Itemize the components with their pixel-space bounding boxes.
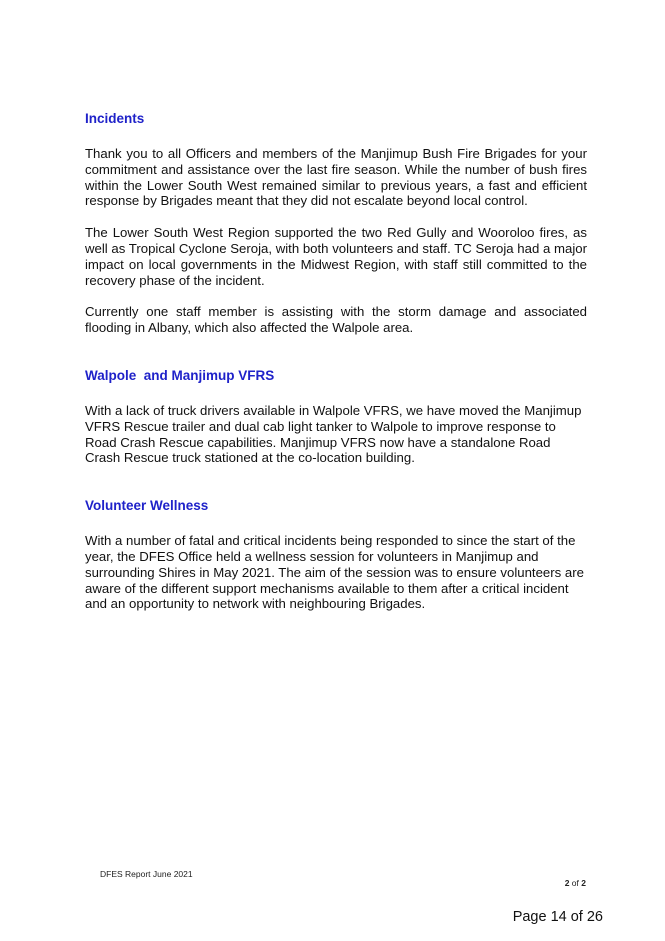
incidents-paragraph-2: The Lower South West Region supported the two Red Gully and Wooroloo fires, as well as Tropical Cyclone Seroja, with both volunteers and staff. TC Seroja had a major impact on local governments in the Midwest Region, with staff still committed to the recovery phase of the incident.: [85, 225, 587, 288]
inner-page-counter: [540, 878, 586, 888]
incidents-paragraph-3: Currently one staff member is assisting with the storm damage and associated flooding in Albany, which also affected the Walpole area.: [85, 304, 587, 336]
section-heading-volunteer-wellness: Volunteer Wellness: [85, 498, 209, 514]
inner-page-current: 2: [564, 878, 570, 888]
inner-page-of: of: [571, 878, 579, 888]
walpole-paragraph-1: With a lack of truck drivers available in Walpole VFRS, we have moved the Manjimup VFRS Rescue trailer and dual cab light tanker to Walpole to improve response to Road Crash Rescue capabilities. Manjimup VFRS now have a standalone Road Crash Rescue truck stationed at the co-location building.: [85, 402, 582, 466]
report-body: [85, 111, 587, 612]
section-heading-walpole-manjimup: Walpole and Manjimup VFRS: [85, 367, 275, 383]
inner-page-total: 2: [581, 878, 586, 888]
report-footer-label: DFES Report June 2021: [100, 869, 193, 879]
incidents-paragraph-1: Thank you to all Officers and members of the Manjimup Bush Fire Brigades for your commitment and assistance over the last fire season. While the number of bush fires within the Lower South West remained similar to previous years, a fast and efficient response by Brigades meant that they did not escalate beyond local control.: [85, 146, 587, 209]
page-number: Page 14 of 26: [512, 909, 603, 925]
wellness-paragraph-1: With a number of fatal and critical incidents being responded to since the start of the year, the DFES Office held a wellness session for volunteers in Manjimup and surrounding Shires in May 2021. The aim of the session was to ensure volunteers are aware of the different support mechanisms available to them after a critical incident and an opportunity to network with neighbouring Brigades.: [85, 533, 584, 612]
section-heading-incidents: Incidents: [85, 111, 145, 126]
